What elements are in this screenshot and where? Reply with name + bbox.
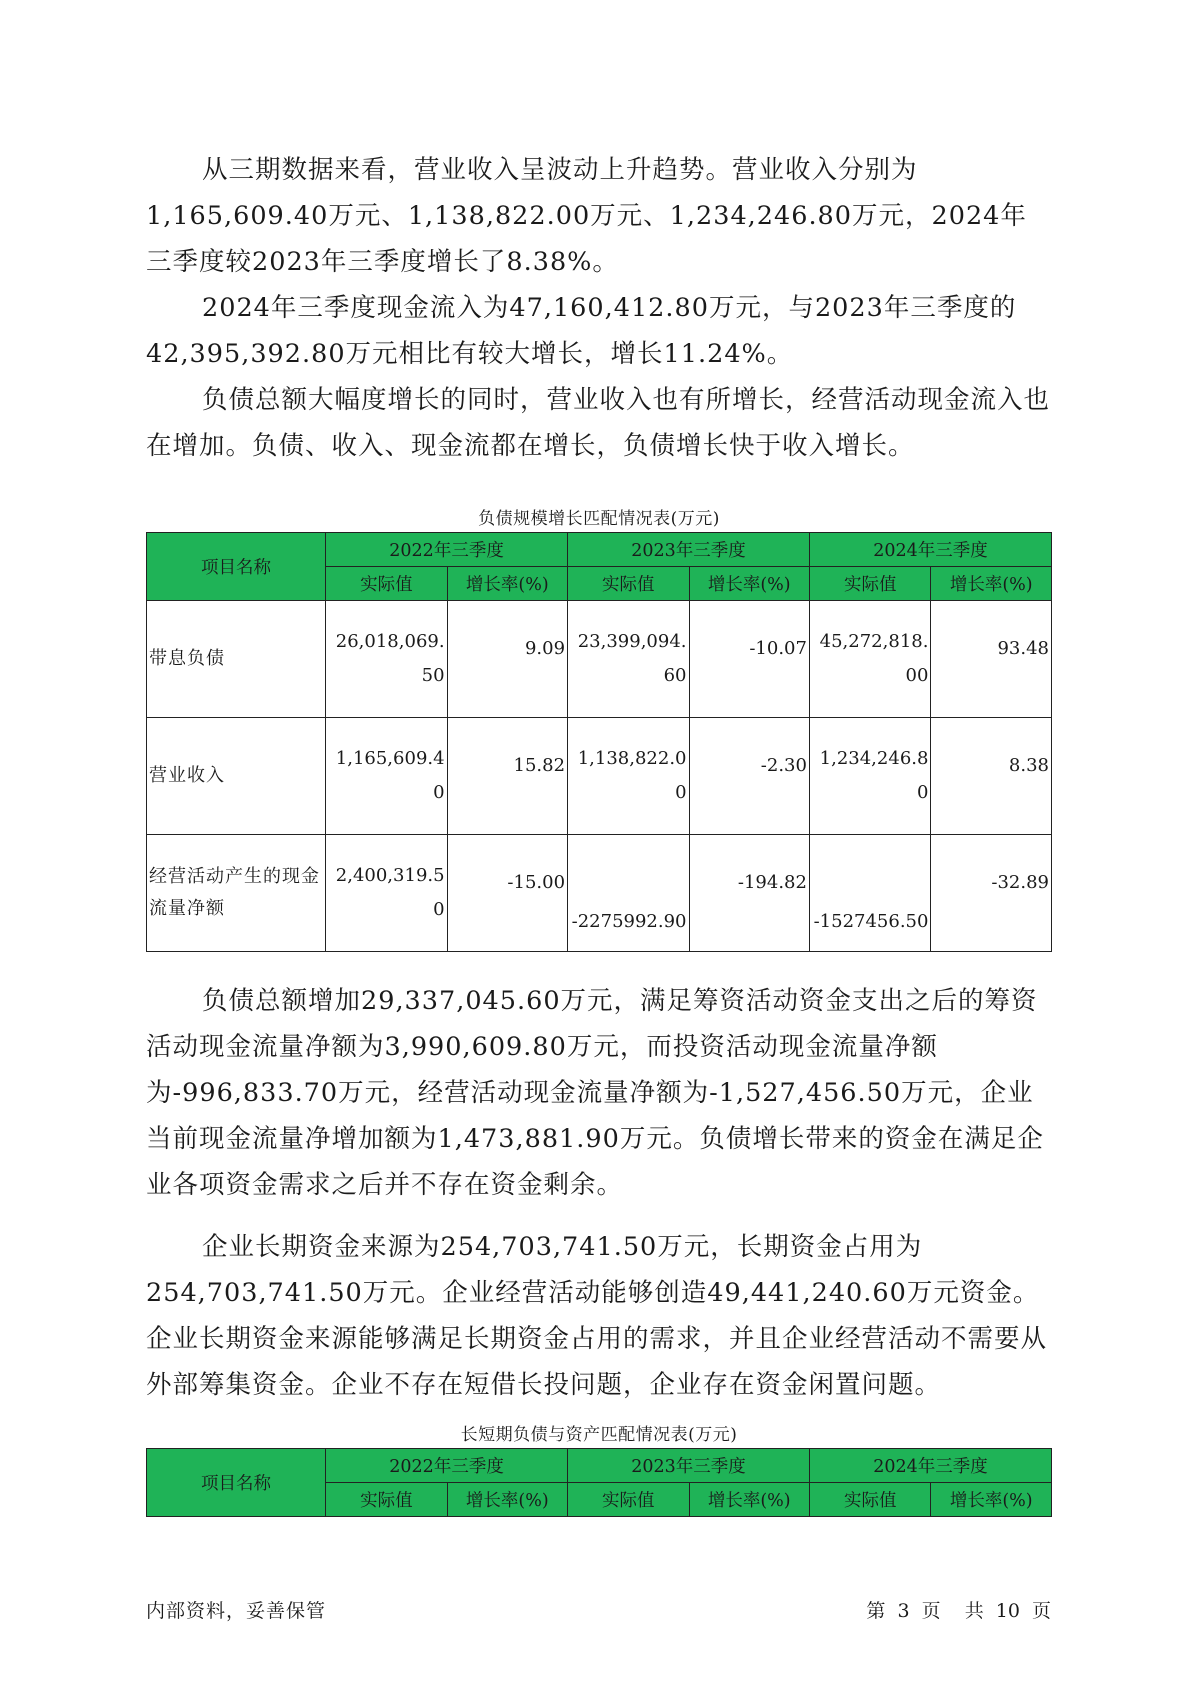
paragraph-debt-growth: 负债总额大幅度增长的同时，营业收入也有所增长，经营活动现金流入也在增加。负债、收入、现金流都在增长，负债增长快于收入增长。	[146, 385, 1051, 461]
cell-growth: 15.82	[447, 718, 567, 835]
footer-page-number	[866, 1596, 1051, 1623]
row-name: 经营活动产生的现金流量净额	[147, 835, 326, 952]
table1-header-item-name: 项目名称	[147, 533, 326, 601]
table2-caption: 长短期负债与资产匹配情况表(万元)	[460, 1425, 738, 1445]
table1-header-period-2022: 2022年三季度	[326, 533, 568, 567]
cell-growth: 8.38	[931, 718, 1052, 835]
cell-actual: 1,165,609.40	[326, 718, 447, 835]
table2-subheader-growth: 增长率(%)	[931, 1483, 1052, 1517]
total-num: 10	[995, 1600, 1020, 1622]
table-row	[147, 835, 1052, 952]
cell-actual: 23,399,094.60	[568, 601, 689, 718]
table1-subheader-actual: 实际值	[326, 567, 447, 601]
table1-subheader-actual: 实际值	[568, 567, 689, 601]
asset-liability-matching-table	[146, 1448, 1052, 1517]
table1-subheader-growth: 增长率(%)	[689, 567, 809, 601]
cell-growth: -10.07	[689, 601, 809, 718]
table2-subheader-actual: 实际值	[809, 1483, 930, 1517]
cell-actual: 45,272,818.00	[809, 601, 930, 718]
page-suffix: 页	[921, 1600, 941, 1622]
cell-growth: -2.30	[689, 718, 809, 835]
table1-subheader-growth: 增长率(%)	[447, 567, 567, 601]
cell-actual: 1,138,822.00	[568, 718, 689, 835]
cell-growth: -15.00	[447, 835, 567, 952]
table2-header-period-2023: 2023年三季度	[568, 1449, 810, 1483]
table2-header-item-name: 项目名称	[147, 1449, 326, 1517]
cell-actual: -2275992.90	[568, 835, 689, 952]
paragraph-debt-funding: 负债总额增加29,337,045.60万元，满足筹资活动资金支出之后的筹资活动现金流量净额为3,990,609.80万元，而投资活动现金流量净额为-996,833.70万元，经营活动现金流量净额为-1,527,456.50万元，企业当前现金流量净增加额为1,473,881.90万元。负债增长带来的资金在满足企业各项资金需求之后并不存在资金剩余。	[146, 986, 1044, 1200]
table1-subheader-growth: 增长率(%)	[931, 567, 1052, 601]
page-prefix: 第	[866, 1600, 886, 1622]
page-num: 3	[897, 1600, 910, 1622]
footer-confidential-note: 内部资料，妥善保管	[146, 1600, 327, 1622]
table-row	[147, 718, 1052, 835]
cell-growth: -32.89	[931, 835, 1052, 952]
paragraph-revenue-trend: 从三期数据来看，营业收入呈波动上升趋势。营业收入分别为1,165,609.40万元、1,138,822.00万元、1,234,246.80万元，2024年三季度较2023年三季度增长了8.38%。	[146, 155, 1027, 277]
table2-subheader-actual: 实际值	[326, 1483, 447, 1517]
table2-subheader-growth: 增长率(%)	[447, 1483, 567, 1517]
cell-actual: -1527456.50	[809, 835, 930, 952]
cell-growth: 93.48	[931, 601, 1052, 718]
table2-subheader-actual: 实际值	[568, 1483, 689, 1517]
table2-subheader-growth: 增长率(%)	[689, 1483, 809, 1517]
table1-header-period-2024: 2024年三季度	[809, 533, 1051, 567]
table2-header-period-2022: 2022年三季度	[326, 1449, 568, 1483]
table-row	[147, 601, 1052, 718]
cell-actual: 1,234,246.80	[809, 718, 930, 835]
cell-growth: 9.09	[447, 601, 567, 718]
paragraph-long-term-funds: 企业长期资金来源为254,703,741.50万元，长期资金占用为254,703,741.50万元。企业经营活动能够创造49,441,240.60万元资金。企业长期资金来源能够满足长期资金占用的需求，并且企业经营活动不需要从外部筹集资金。企业不存在短借长投问题，企业存在资金闲置问题。	[146, 1232, 1048, 1400]
table2-header-period-2024: 2024年三季度	[809, 1449, 1051, 1483]
table1-caption: 负债规模增长匹配情况表(万元)	[478, 509, 720, 529]
cell-actual: 26,018,069.50	[326, 601, 447, 718]
table1-header-period-2023: 2023年三季度	[568, 533, 810, 567]
row-name: 营业收入	[147, 718, 326, 835]
total-prefix: 共	[964, 1600, 984, 1622]
debt-growth-table	[146, 532, 1052, 952]
paragraph-cash-inflow: 2024年三季度现金流入为47,160,412.80万元，与2023年三季度的42,395,392.80万元相比有较大增长，增长11.24%。	[146, 293, 1017, 369]
cell-actual: 2,400,319.50	[326, 835, 447, 952]
table1-subheader-actual: 实际值	[809, 567, 930, 601]
total-suffix: 页	[1031, 1600, 1051, 1622]
cell-growth: -194.82	[689, 835, 809, 952]
row-name: 带息负债	[147, 601, 326, 718]
